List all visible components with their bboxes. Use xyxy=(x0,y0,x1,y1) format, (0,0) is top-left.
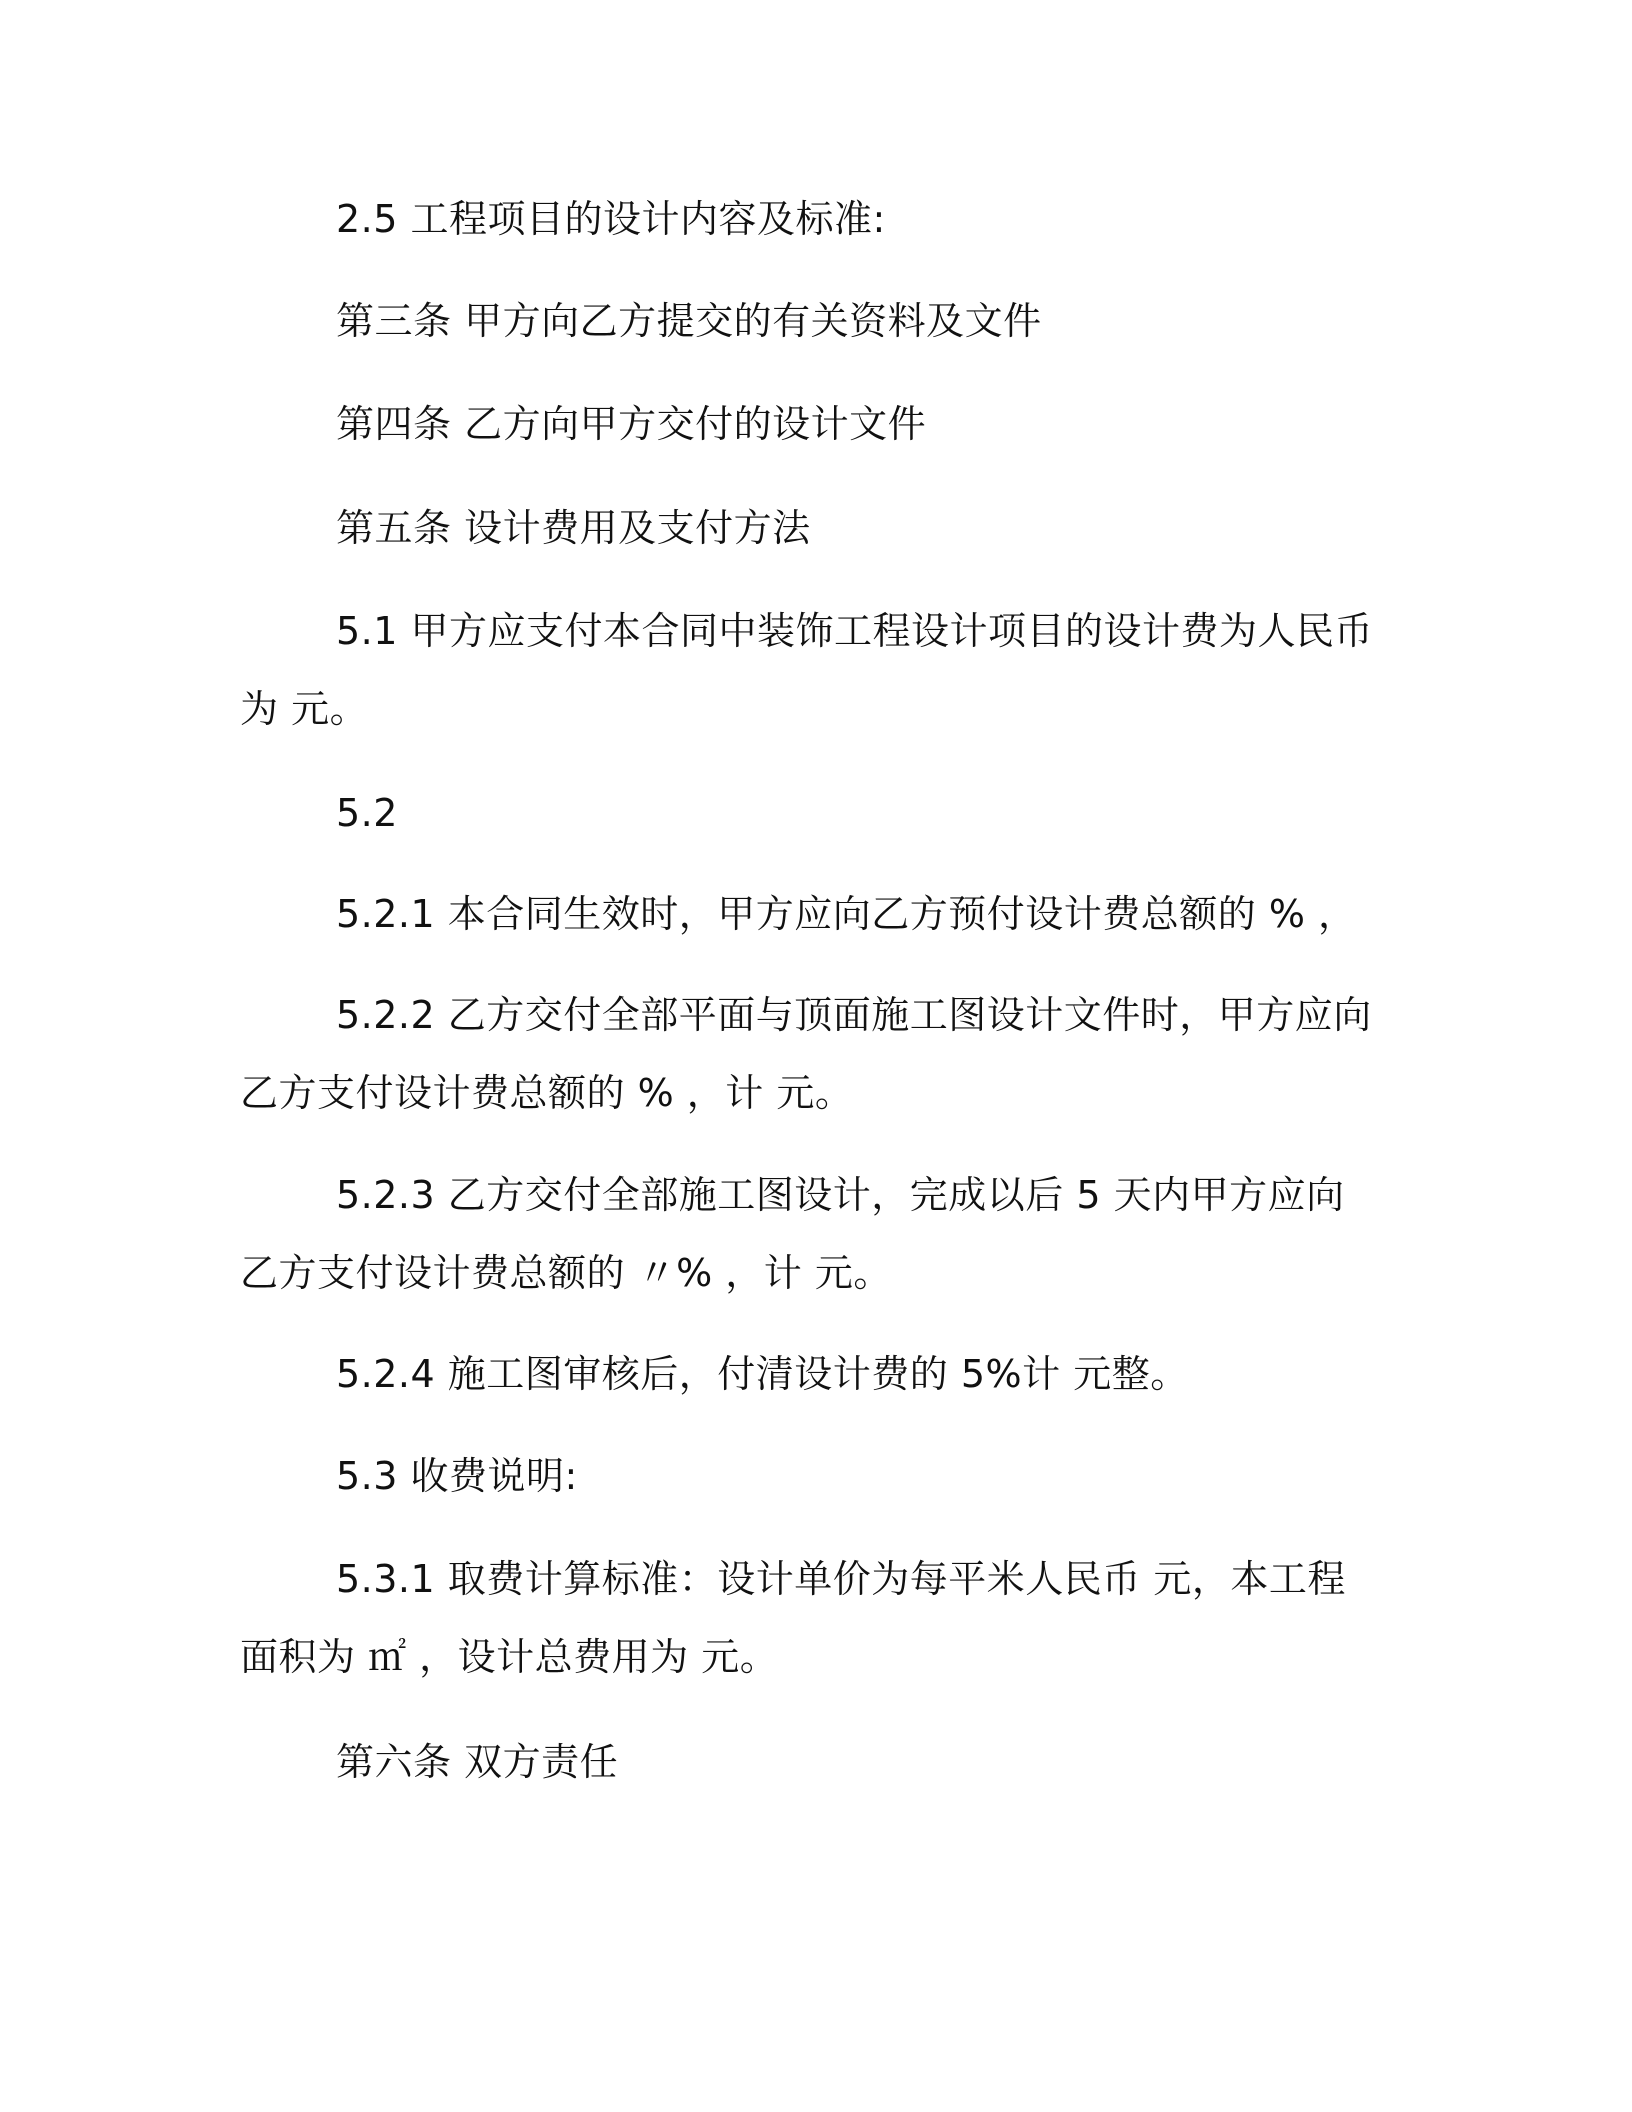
paragraph-5-1: 5.1 甲方应支付本合同中装饰工程设计项目的设计费为人民币为 元。 xyxy=(240,609,1374,731)
paragraph-5-3-1: 5.3.1 取费计算标准：设计单价为每平米人民币 元，本工程面积为 ㎡ ，设计总费用为 元。 xyxy=(240,1557,1346,1679)
paragraph-5-2: 5.2 xyxy=(336,791,398,835)
paragraph-5-3: 5.3 收费说明: xyxy=(336,1454,578,1498)
article-5-heading: 第五条 设计费用及支付方法 xyxy=(336,506,811,550)
paragraph-5-2-1: 5.2.1 本合同生效时，甲方应向乙方预付设计费总额的 % ， xyxy=(336,892,1357,936)
paragraph-5-2-4: 5.2.4 施工图审核后，付清设计费的 5%计 元整。 xyxy=(336,1352,1189,1396)
paragraph-2-5: 2.5 工程项目的设计内容及标准: xyxy=(336,197,886,241)
article-6-heading: 第六条 双方责任 xyxy=(336,1740,619,1784)
paragraph-5-2-3: 5.2.3 乙方交付全部施工图设计，完成以后 5 天内甲方应向乙方支付设计费总额的 〃% ，计 元。 xyxy=(240,1173,1345,1295)
paragraph-5-2-2: 5.2.2 乙方交付全部平面与顶面施工图设计文件时，甲方应向乙方支付设计费总额的 % ，计 元。 xyxy=(240,993,1372,1115)
article-3-heading: 第三条 甲方向乙方提交的有关资料及文件 xyxy=(336,299,1042,343)
article-4-heading: 第四条 乙方向甲方交付的设计文件 xyxy=(336,402,927,446)
